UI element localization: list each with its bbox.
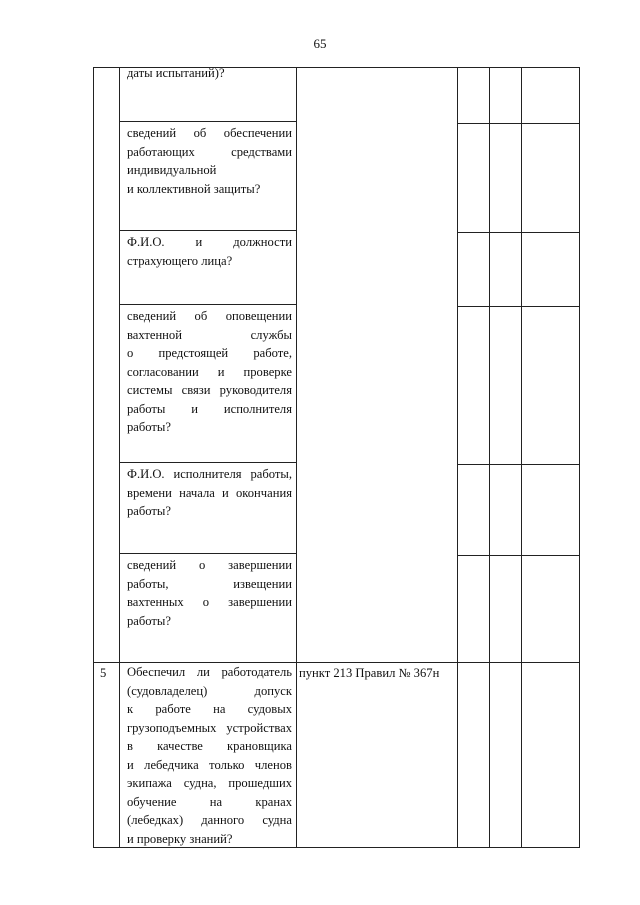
question-line: даты испытаний)? — [127, 66, 225, 80]
question-line: времени начала и окончания — [127, 485, 292, 500]
table-border-left — [93, 67, 94, 847]
row-divider — [457, 464, 579, 465]
question-cell — [127, 556, 292, 630]
item-number: 5 — [100, 666, 107, 680]
row-divider — [119, 121, 296, 122]
question-line: работающих средствами — [127, 144, 292, 159]
question-line: о предстоящей работе, — [127, 346, 292, 360]
row-divider — [457, 123, 579, 124]
col-divider-number — [119, 67, 120, 847]
row-divider — [457, 232, 579, 233]
col-divider-no — [521, 67, 522, 847]
question-line: Обеспечил ли работодатель — [127, 665, 292, 679]
question-line: (судовладелец) допуск — [127, 683, 292, 698]
row-divider — [119, 553, 296, 554]
question-line: работы и исполнителя — [127, 401, 292, 416]
question-line: вахтенных о завершении — [127, 595, 292, 609]
row-divider — [119, 230, 296, 231]
row-divider — [119, 304, 296, 305]
question-line: работы? — [127, 613, 171, 628]
question-cell — [127, 124, 292, 198]
question-cell — [127, 465, 292, 521]
question-line: обучение на кранах — [127, 794, 292, 809]
question-line: Ф.И.О. исполнителя работы, — [127, 467, 292, 481]
question-line: работы, извещении — [127, 576, 292, 591]
question-line: к работе на судовых — [127, 702, 292, 716]
question-line: согласовании и проверке — [127, 364, 292, 379]
question-line: страхующего лица? — [127, 253, 233, 268]
question-cell-item5 — [127, 663, 292, 848]
question-line: сведений об оповещении — [127, 309, 292, 323]
question-cell — [127, 307, 292, 437]
question-line: экипажа судна, прошедших — [127, 776, 292, 790]
row-divider — [457, 306, 579, 307]
col-divider-question — [296, 67, 297, 847]
question-cell — [127, 233, 292, 270]
question-line: сведений о завершении — [127, 558, 292, 572]
question-line: системы связи руководителя — [127, 383, 292, 397]
col-divider-reference — [457, 67, 458, 847]
question-cell — [127, 64, 292, 83]
question-line: грузоподъемных устройствах — [127, 720, 292, 735]
row-divider — [119, 462, 296, 463]
row-divider — [457, 555, 579, 556]
question-line: Ф.И.О. и должности — [127, 235, 292, 249]
col-divider-yes — [489, 67, 490, 847]
question-line: индивидуальной — [127, 163, 217, 177]
question-line: вахтенной службы — [127, 327, 292, 342]
question-line: работы? — [127, 504, 171, 518]
table-border-right — [579, 67, 580, 847]
question-line: сведений об обеспечении — [127, 126, 292, 140]
question-line: (лебедках) данного судна — [127, 813, 292, 827]
question-line: и лебедчика только членов — [127, 757, 292, 772]
page-number: 65 — [313, 36, 327, 51]
legal-reference: пункт 213 Правил № 367н — [299, 666, 440, 680]
question-line: и коллективной защиты? — [127, 181, 261, 196]
question-line: в качестве крановщика — [127, 739, 292, 753]
question-line: и проверку знаний? — [127, 831, 233, 846]
question-line: работы? — [127, 420, 171, 434]
